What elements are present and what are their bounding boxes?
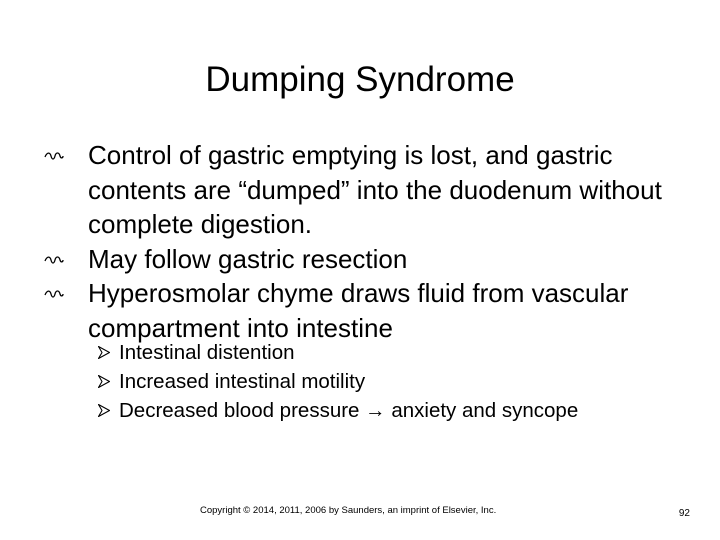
bullet-item — [0, 138, 678, 242]
arrowhead-bullet-icon — [98, 396, 112, 425]
arrowhead-bullet-icon — [98, 338, 112, 367]
page-number: 92 — [678, 508, 690, 519]
subbullet-text: Decreased blood pressure → anxiety and syncope — [119, 399, 579, 422]
subbullet-item — [0, 338, 720, 367]
bullet-item — [0, 242, 678, 277]
subbullet-text: Increased intestinal motility — [119, 370, 366, 393]
bullet-text: Control of gastric emptying is lost, and gastric contents are “dumped” into the duodenum without complete digestion. — [88, 140, 662, 239]
flourish-bullet-icon — [44, 276, 66, 311]
subbullet-item — [0, 367, 720, 396]
arrowhead-bullet-icon — [98, 367, 112, 396]
bullet-text: Hyperosmolar chyme draws fluid from vascular compartment into intestine — [88, 278, 629, 343]
bullet-list — [0, 138, 720, 345]
bullet-text: May follow gastric resection — [88, 243, 408, 274]
subbullet-text: Intestinal distention — [119, 341, 295, 364]
flourish-bullet-icon — [44, 138, 66, 173]
subbullet-item — [0, 396, 720, 425]
bullet-item — [0, 276, 678, 345]
slide-title: Dumping Syndrome — [205, 60, 515, 99]
footer-copyright: Copyright © 2014, 2011, 2006 by Saunders, an imprint of Elsevier, Inc. — [200, 505, 497, 516]
subbullet-list — [0, 338, 720, 425]
flourish-bullet-icon — [44, 242, 66, 277]
